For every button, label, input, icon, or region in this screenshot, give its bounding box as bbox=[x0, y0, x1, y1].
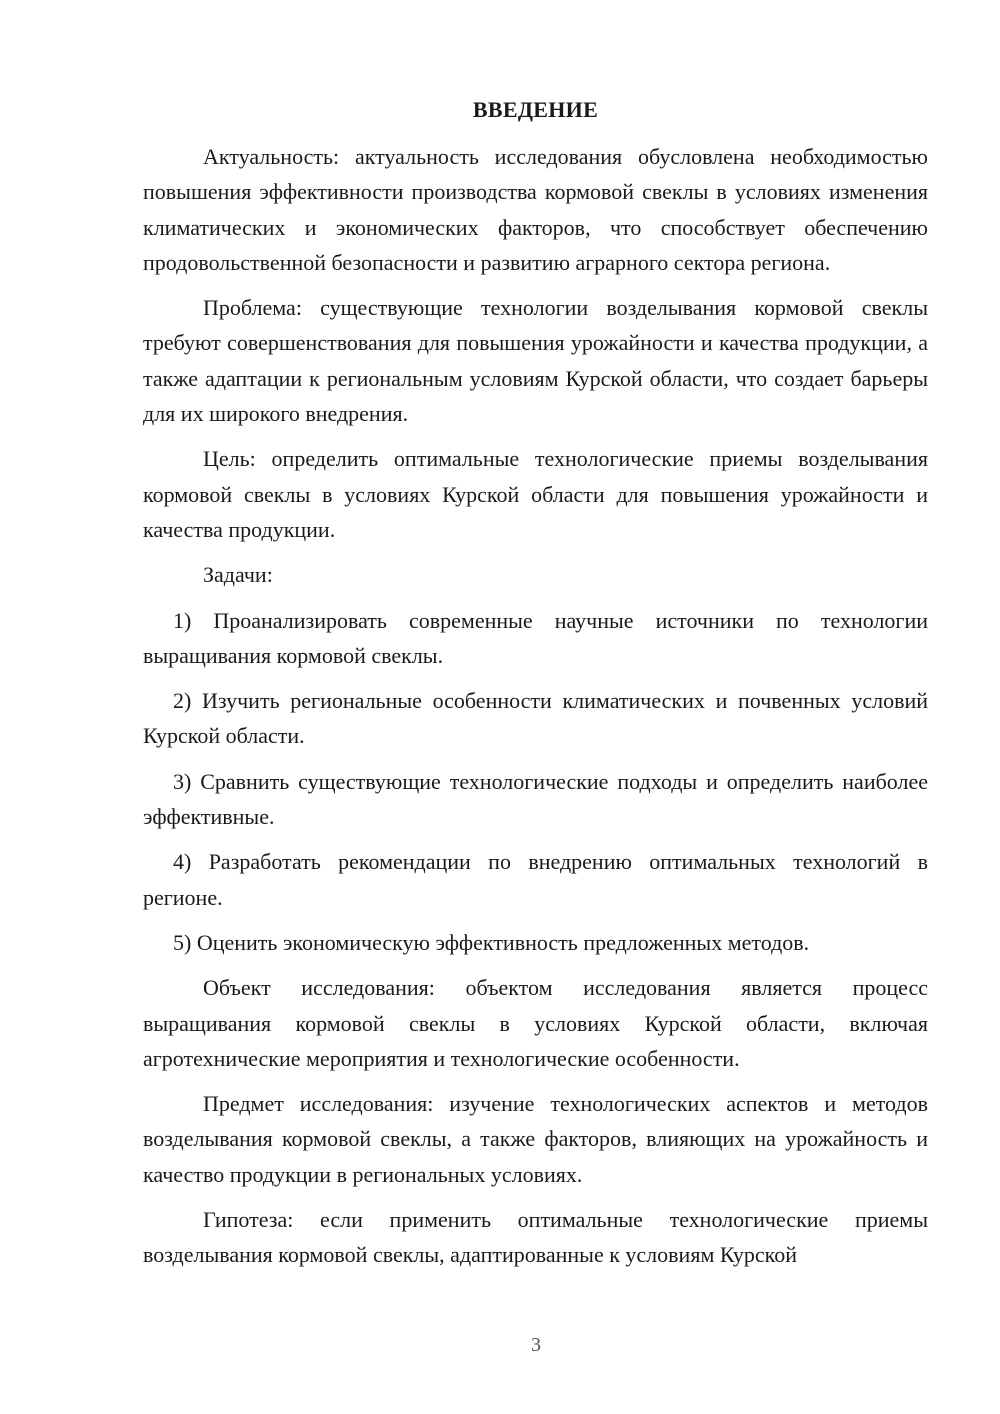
task-item-1: 1) Проанализировать современные научные источники по технологии выращивания кормовой свеклы. bbox=[143, 607, 928, 668]
section-heading: ВВЕДЕНИЕ bbox=[472, 97, 599, 122]
task-item-2: 2) Изучить региональные особенности климатических и почвенных условий Курской области. bbox=[143, 688, 928, 749]
task-item-3: 3) Сравнить существующие технологические подходы и определить наиболее эффективные. bbox=[143, 768, 928, 830]
document-body bbox=[143, 92, 928, 1283]
paragraph-tasks-label: Задачи: bbox=[203, 562, 273, 588]
paragraph-subject: Предмет исследования: изучение технологических аспектов и методов возделывания кормовой свеклы, а также факторов, влияющих на урожайность и качество продукции в региональных условиях. bbox=[143, 1091, 928, 1187]
paragraph-goal: Цель: определить оптимальные технологические приемы возделывания кормовой свеклы в условиях Курской области для повышения урожайности и качества продукции. bbox=[143, 446, 928, 542]
paragraph-problem: Проблема: существующие технологии возделывания кормовой свеклы требуют совершенствования для повышения урожайности и качества продукции, а также адаптации к региональным условиям Курской области, что создает барьеры для их широкого внедрения. bbox=[143, 295, 928, 427]
task-item-4: 4) Разработать рекомендации по внедрению оптимальных технологий в регионе. bbox=[143, 849, 928, 910]
paragraph-relevance: Актуальность: актуальность исследования обусловлена необходимостью повышения эффективности производства кормовой свеклы в условиях изменения климатических и экономических факторов, что способствует обеспечению продовольственной безопасности и развитию аграрного сектора региона. bbox=[143, 144, 928, 275]
page-number: 3 bbox=[531, 1334, 541, 1356]
paragraph-hypothesis: Гипотеза: если применить оптимальные технологические приемы возделывания кормовой свеклы, адаптированные к условиям Курской bbox=[143, 1207, 928, 1268]
task-item-5: 5) Оценить экономическую эффективность предложенных методов. bbox=[173, 929, 810, 955]
paragraph-object: Объект исследования: объектом исследования является процесс выращивания кормовой свеклы в условиях Курской области, включая агротехнические мероприятия и технологические особенности. bbox=[143, 975, 928, 1071]
